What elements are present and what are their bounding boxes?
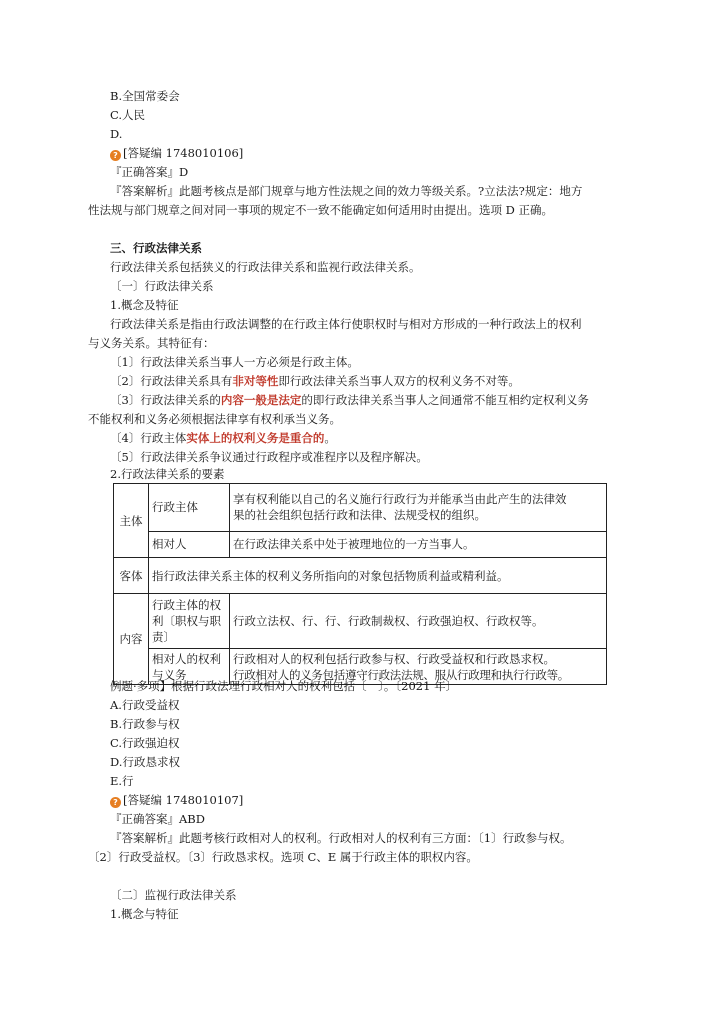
feature-2-text-rest: 即行政法律关系当事人双方的权利义务不对等。	[278, 374, 520, 388]
point-heading-2: 2.行政法律关系的要素	[110, 467, 225, 481]
correct-answer: 『正确答案』ABD	[110, 812, 205, 826]
answer-explanation-2: 〔2〕行政受益权。〔3〕行政恳求权。选项 C、E 属于行政主体的职权内容。	[88, 850, 478, 864]
table-row	[114, 594, 607, 649]
table-row	[114, 558, 607, 594]
row-label-counterpart-rights: 相对人的权利与义务	[149, 649, 230, 685]
example-question: 例题·多项】根据行政法理行政相对人的权利包括〔 〕。〔2021 年〕	[110, 679, 458, 693]
point-heading-3: 1.概念与特征	[110, 907, 179, 921]
feature-4-text: 〔4〕行政主体	[110, 431, 187, 445]
desc-line: 行政相对人的权利包括行政参与权、行政受益权和行政恳求权。	[233, 651, 555, 666]
category-object: 客体	[114, 558, 149, 594]
option-b: B.全国常委会	[110, 89, 180, 103]
feature-4	[110, 430, 336, 446]
correct-answer: 『正确答案』D	[110, 165, 189, 179]
cell-admin-subject-desc	[230, 484, 607, 532]
answer-explanation-1: 『答案解析』此题考核行政相对人的权利。行政相对人的权利有三方面：〔1〕行政参与权。	[110, 831, 572, 845]
desc-line: 果的社会组织包括行政和法律、法规受权的组织。	[233, 508, 486, 523]
option-e: E.行	[110, 774, 134, 788]
category-subject: 主体	[114, 484, 149, 558]
feature-5: 〔5〕行政法律关系争议通过行政程序或准程序以及程序解决。	[110, 450, 428, 464]
section-intro: 行政法律关系包括狭义的行政法律关系和监视行政法律关系。	[110, 260, 421, 274]
option-a: A.行政受益权	[110, 698, 180, 712]
feature-3-highlight: 内容一般是法定	[220, 393, 302, 407]
feature-2	[110, 373, 520, 389]
definition-line-1: 行政法律关系是指由行政法调整的在行政主体行使职权时与相对方形成的一种行政法上的权利	[110, 317, 582, 331]
feature-4-text-rest: 。	[324, 431, 336, 445]
feature-2-highlight: 非对等性	[232, 374, 279, 388]
cell-admin-rights-desc: 行政立法权、行、行、行政制裁权、行政强迫权、行政权等。	[230, 594, 607, 649]
subsection-title: 〔一〕行政法律关系	[110, 279, 214, 293]
section-title: 三、行政法律关系	[110, 241, 202, 255]
subsection-title-2: 〔二〕监视行政法律关系	[110, 888, 237, 902]
feature-4-highlight: 实体上的权利义务是重合的	[186, 431, 325, 445]
feature-3-text: 〔3〕行政法律关系的	[110, 393, 221, 407]
qa-code: [答疑编 1748010106]	[123, 146, 244, 160]
feature-3-cont: 不能权利和义务必须根据法律享有权利承当义务。	[88, 412, 341, 426]
feature-1: 〔1〕行政法律关系当事人一方必须是行政主体。	[110, 355, 359, 369]
answer-explanation-2: 性法规与部门规章之间对同一事项的规定不一致不能确定如何适用时由提出。选项 D 正确。	[88, 203, 554, 217]
option-c: C.行政强迫权	[110, 736, 180, 750]
desc-line: 享有权利能以自己的名义施行行政行为并能承当由此产生的法律效	[233, 492, 567, 507]
category-content: 内容	[114, 594, 149, 685]
answer-explanation-1: 『答案解析』此题考核点是部门规章与地方性法规之间的效力等级关系。?立法法?规定：地方	[110, 184, 583, 198]
option-d: D.行政恳求权	[110, 755, 180, 769]
row-label-admin-subject: 行政主体	[149, 484, 230, 532]
option-b: B.行政参与权	[110, 717, 180, 731]
definition-line-2: 与义务关系。其特征有：	[88, 336, 215, 350]
point-heading: 1.概念及特征	[110, 298, 179, 312]
cell-counterpart-desc: 在行政法律关系中处于被理地位的一方当事人。	[230, 531, 607, 557]
question-icon[interactable]: ?	[110, 150, 121, 161]
table-row	[114, 531, 607, 557]
qa-code: [答疑编 1748010107]	[123, 793, 244, 807]
desc-line: 行政相对人的义务包括遵守行政法法规、服从行政理和执行行政等。	[233, 667, 569, 682]
feature-2-text: 〔2〕行政法律关系具有	[110, 374, 233, 388]
qa-code-row	[110, 145, 243, 161]
qa-code-row	[110, 792, 243, 808]
option-c: C.人民	[110, 108, 146, 122]
row-label-counterpart: 相对人	[149, 531, 230, 557]
feature-3-text-rest: 的即行政法律关系当事人之间通常不能互相约定权利义务	[301, 393, 589, 407]
row-label-admin-rights: 行政主体的权利〔职权与职责〕	[149, 594, 230, 649]
option-d: D.	[110, 127, 123, 141]
cell-object-desc: 指行政法律关系主体的权利义务所指向的对象包括物质利益或精利益。	[149, 558, 607, 594]
table-row	[114, 484, 607, 532]
question-icon[interactable]: ?	[110, 797, 121, 808]
feature-3	[110, 392, 589, 408]
legal-relationship-table	[113, 483, 607, 685]
